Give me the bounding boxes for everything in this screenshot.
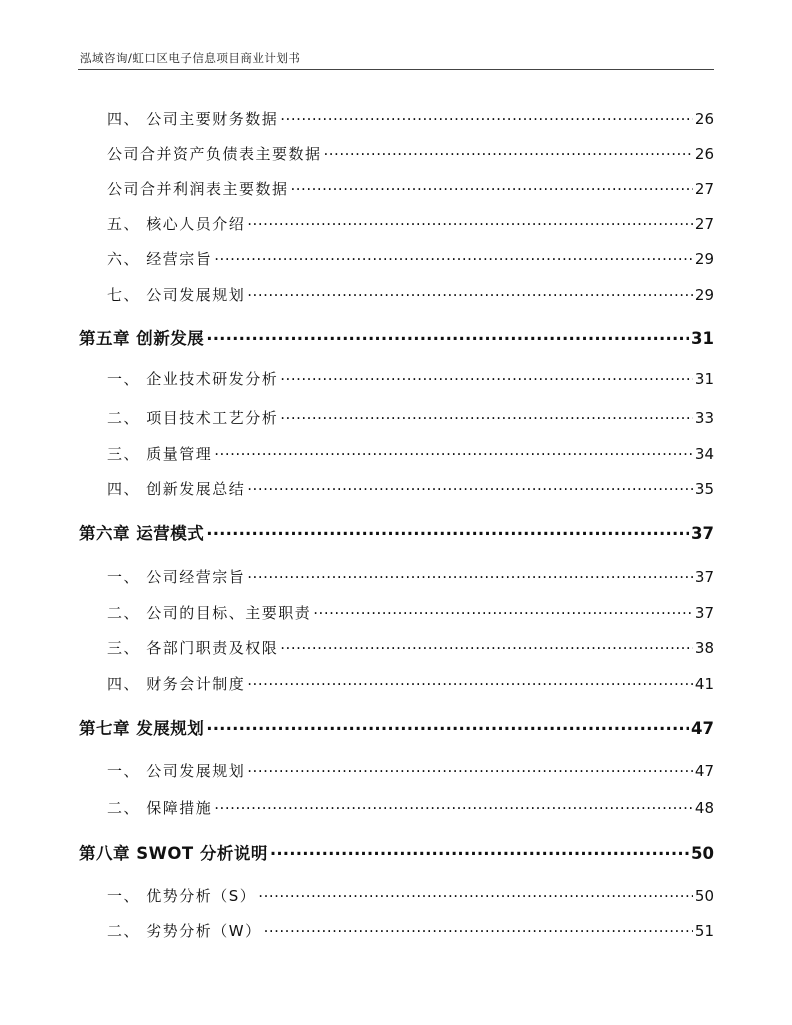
toc-section-entry[interactable] xyxy=(107,637,714,658)
toc-entry-title: 二、 项目技术工艺分析 xyxy=(107,409,279,427)
toc-entry-title: 四、 创新发展总结 xyxy=(107,480,246,498)
toc-section-entry[interactable] xyxy=(107,284,714,305)
toc-page-number: 31 xyxy=(694,370,714,388)
toc-section-entry[interactable] xyxy=(107,108,714,129)
toc-dot-leader xyxy=(291,179,693,194)
toc-page-number: 31 xyxy=(691,329,714,348)
toc-entry-title: 六、 经营宗旨 xyxy=(107,250,213,268)
toc-page-number: 26 xyxy=(694,145,714,163)
toc-section-entry[interactable] xyxy=(107,920,714,941)
toc-page-number: 35 xyxy=(694,480,714,498)
toc-section-entry[interactable] xyxy=(107,885,714,906)
toc-entry-title: 三、 质量管理 xyxy=(107,445,213,463)
toc-dot-leader xyxy=(324,144,693,159)
toc-entry-title: 第七章 发展规划 xyxy=(79,719,205,738)
toc-entry-title: 一、 优势分析（S） xyxy=(107,887,257,905)
toc-section-entry[interactable] xyxy=(107,602,714,623)
toc-section-entry[interactable] xyxy=(107,248,714,269)
toc-page-number: 41 xyxy=(694,675,714,693)
toc-entry-title: 公司合并资产负债表主要数据 xyxy=(107,145,322,163)
toc-chapter-entry[interactable] xyxy=(79,325,714,349)
toc-dot-leader xyxy=(247,214,693,229)
toc-section-entry[interactable] xyxy=(107,443,714,464)
toc-section-entry[interactable] xyxy=(107,143,714,164)
toc-entry-title: 一、 企业技术研发分析 xyxy=(107,370,279,388)
toc-section-entry[interactable] xyxy=(107,760,714,781)
toc-page-number: 29 xyxy=(694,286,714,304)
toc-chapter-entry[interactable] xyxy=(79,715,714,739)
toc-dot-leader xyxy=(258,886,693,901)
toc-dot-leader xyxy=(264,921,693,936)
toc-section-entry[interactable] xyxy=(107,566,714,587)
toc-page-number: 27 xyxy=(694,215,714,233)
toc-dot-leader xyxy=(247,674,693,689)
toc-section-entry[interactable] xyxy=(107,178,714,199)
toc-dot-leader xyxy=(247,285,693,300)
toc-page-number: 50 xyxy=(691,844,714,863)
toc-page-number: 47 xyxy=(691,719,714,738)
toc-entry-title: 四、 财务会计制度 xyxy=(107,675,246,693)
running-header: 泓域咨询/虹口区电子信息项目商业计划书 xyxy=(80,51,301,65)
toc-page-number: 33 xyxy=(694,409,714,427)
toc-entry-title: 五、 核心人员介绍 xyxy=(107,215,246,233)
toc-entry-title: 四、 公司主要财务数据 xyxy=(107,110,279,128)
toc-entry-title: 二、 公司的目标、主要职责 xyxy=(107,604,312,622)
toc-dot-leader xyxy=(280,109,693,124)
toc-dot-leader xyxy=(280,369,693,384)
toc-dot-leader xyxy=(270,843,689,860)
toc-entry-title: 三、 各部门职责及权限 xyxy=(107,639,279,657)
toc-dot-leader xyxy=(206,523,689,540)
toc-entry-title: 第八章 SWOT 分析说明 xyxy=(79,844,268,863)
toc-section-entry[interactable] xyxy=(107,673,714,694)
toc-page-number: 26 xyxy=(694,110,714,128)
toc-dot-leader xyxy=(214,798,693,813)
toc-entry-title: 一、 公司经营宗旨 xyxy=(107,568,246,586)
toc-entry-title: 二、 劣势分析（W） xyxy=(107,922,262,940)
toc-section-entry[interactable] xyxy=(107,478,714,499)
toc-entry-title: 公司合并利润表主要数据 xyxy=(107,180,289,198)
toc-page-number: 37 xyxy=(694,604,714,622)
toc-entry-title: 二、 保障措施 xyxy=(107,799,213,817)
toc-page-number: 48 xyxy=(694,799,714,817)
toc-page-number: 29 xyxy=(694,250,714,268)
toc-dot-leader xyxy=(206,328,689,345)
toc-dot-leader xyxy=(313,603,693,618)
toc-section-entry[interactable] xyxy=(107,407,714,428)
toc-page-number: 51 xyxy=(694,922,714,940)
toc-dot-leader xyxy=(247,567,693,582)
toc-section-entry[interactable] xyxy=(107,797,714,818)
toc-dot-leader xyxy=(280,408,693,423)
toc-page-number: 38 xyxy=(694,639,714,657)
toc-page-number: 34 xyxy=(694,445,714,463)
toc-dot-leader xyxy=(214,249,693,264)
toc-chapter-entry[interactable] xyxy=(79,520,714,544)
toc-entry-title: 一、 公司发展规划 xyxy=(107,762,246,780)
toc-section-entry[interactable] xyxy=(107,368,714,389)
toc-entry-title: 七、 公司发展规划 xyxy=(107,286,246,304)
toc-page-number: 50 xyxy=(694,887,714,905)
toc-chapter-entry[interactable] xyxy=(79,840,714,864)
toc-page-number: 37 xyxy=(694,568,714,586)
toc-dot-leader xyxy=(247,479,693,494)
toc-page-number: 47 xyxy=(694,762,714,780)
toc-dot-leader xyxy=(206,718,689,735)
toc-dot-leader xyxy=(214,444,693,459)
toc-page-number: 37 xyxy=(691,524,714,543)
toc-entry-title: 第六章 运营模式 xyxy=(79,524,205,543)
toc-dot-leader xyxy=(280,638,693,653)
toc-entry-title: 第五章 创新发展 xyxy=(79,329,205,348)
toc-page-number: 27 xyxy=(694,180,714,198)
toc-dot-leader xyxy=(247,761,693,776)
toc-section-entry[interactable] xyxy=(107,213,714,234)
